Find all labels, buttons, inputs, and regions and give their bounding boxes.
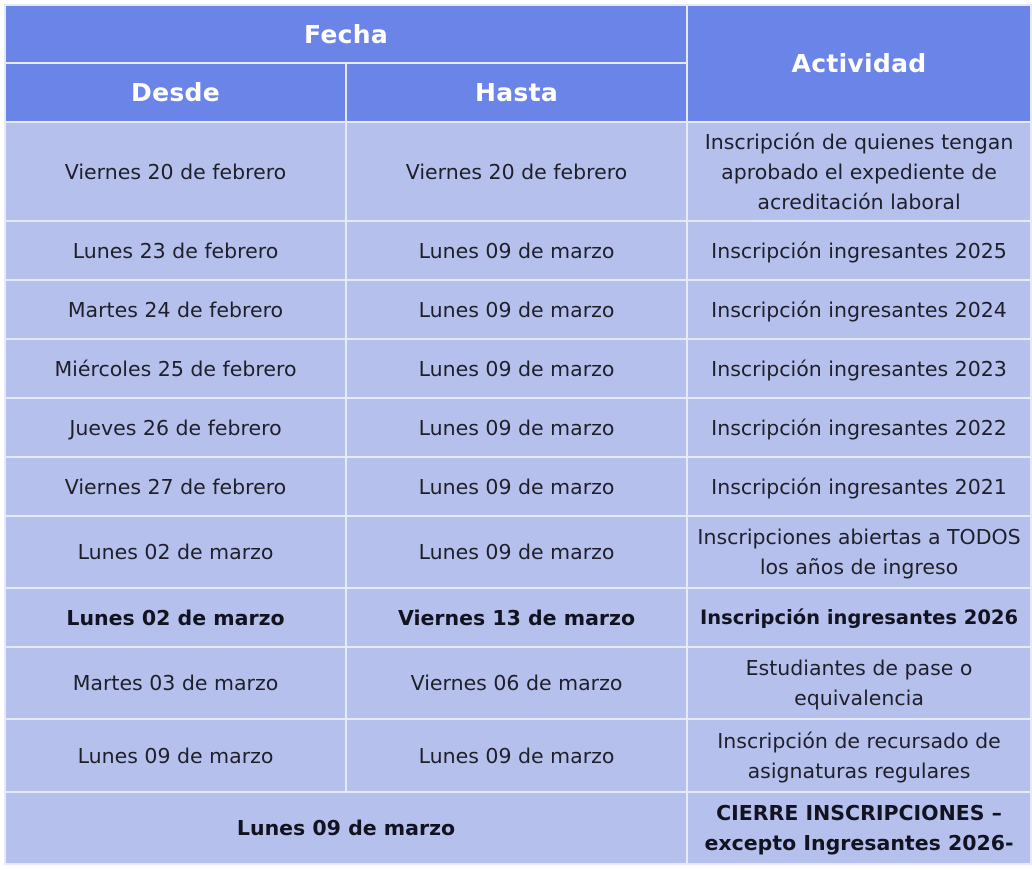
cell-actividad: Inscripción ingresantes 2024 [687,280,1031,339]
table-row [5,280,1031,339]
cell-desde: Lunes 09 de marzo [5,719,346,792]
cell-hasta: Lunes 09 de marzo [346,280,687,339]
table-row-highlight [5,588,1031,647]
cell-desde: Martes 24 de febrero [5,280,346,339]
cell-closing-activity [687,792,1031,864]
cell-actividad: Inscripción ingresantes 2025 [687,221,1031,280]
cell-hasta: Viernes 13 de marzo [346,588,687,647]
cell-actividad: Estudiantes de pase o equivalencia [687,647,1031,719]
header-hasta: Hasta [346,63,687,122]
header-desde: Desde [5,63,346,122]
cell-hasta: Lunes 09 de marzo [346,221,687,280]
cell-desde: Martes 03 de marzo [5,647,346,719]
cell-actividad: Inscripción ingresantes 2026 [687,588,1031,647]
cell-hasta: Lunes 09 de marzo [346,398,687,457]
cell-actividad: Inscripción ingresantes 2023 [687,339,1031,398]
cell-desde: Jueves 26 de febrero [5,398,346,457]
cell-desde: Miércoles 25 de febrero [5,339,346,398]
cell-hasta: Viernes 06 de marzo [346,647,687,719]
cell-hasta: Viernes 20 de febrero [346,122,687,221]
cell-closing-date: Lunes 09 de marzo [5,792,687,864]
closing-activity-line2: excepto Ingresantes 2026- [704,831,1014,855]
cell-actividad: Inscripción de quienes tengan aprobado el expediente de acreditación laboral [687,122,1031,221]
closing-activity-line1: CIERRE INSCRIPCIONES – [716,801,1002,825]
table-row [5,398,1031,457]
cell-hasta: Lunes 09 de marzo [346,457,687,516]
table-row [5,122,1031,221]
cell-hasta: Lunes 09 de marzo [346,516,687,588]
cell-actividad: Inscripción ingresantes 2021 [687,457,1031,516]
cell-desde: Lunes 02 de marzo [5,516,346,588]
schedule-table-container [4,4,1030,865]
cell-hasta: Lunes 09 de marzo [346,339,687,398]
table-row-closing [5,792,1031,864]
table-row [5,647,1031,719]
cell-desde: Viernes 20 de febrero [5,122,346,221]
cell-hasta: Lunes 09 de marzo [346,719,687,792]
cell-actividad: Inscripción de recursado de asignaturas regulares [687,719,1031,792]
cell-desde: Lunes 02 de marzo [5,588,346,647]
cell-actividad: Inscripción ingresantes 2022 [687,398,1031,457]
table-row [5,457,1031,516]
cell-actividad: Inscripciones abiertas a TODOS los años de ingreso [687,516,1031,588]
header-actividad: Actividad [687,5,1031,122]
table-row [5,516,1031,588]
inscription-schedule-table [4,4,1032,865]
table-row [5,719,1031,792]
table-row [5,221,1031,280]
cell-desde: Lunes 23 de febrero [5,221,346,280]
header-row-top [5,5,1031,63]
table-row [5,339,1031,398]
cell-desde: Viernes 27 de febrero [5,457,346,516]
header-fecha: Fecha [5,5,687,63]
